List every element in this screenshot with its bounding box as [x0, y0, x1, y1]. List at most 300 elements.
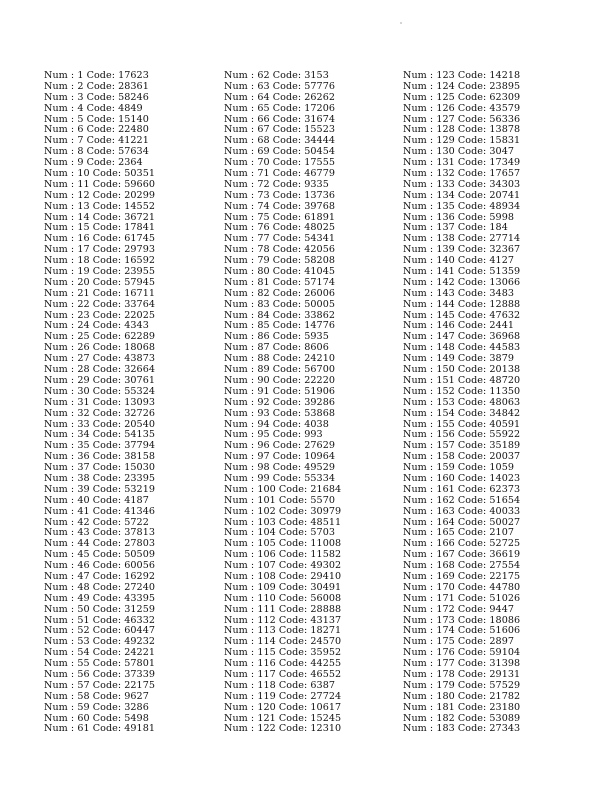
num-label: Num : — [224, 135, 258, 147]
num-label: Num : — [224, 178, 258, 190]
num-value: 85 — [257, 320, 270, 332]
code-label: Code: — [269, 407, 305, 419]
num-value: 102 — [257, 505, 276, 517]
list-item — [403, 724, 583, 735]
code-label: Code: — [454, 178, 490, 190]
code-value: 17555 — [304, 157, 336, 169]
code-label: Code: — [89, 538, 125, 550]
code-value: 40591 — [489, 418, 521, 430]
num-label: Num : — [224, 320, 258, 332]
code-value: 27554 — [489, 560, 521, 572]
code-label: Code: — [269, 429, 305, 441]
num-value: 38 — [77, 472, 90, 484]
code-label: Code: — [454, 679, 490, 691]
code-label: Code: — [269, 124, 305, 136]
code-label: Code: — [89, 494, 125, 506]
num-label: Num : — [44, 712, 78, 724]
num-label: Num : — [403, 70, 437, 81]
code-value: 55324 — [124, 385, 156, 397]
code-label: Code: — [454, 462, 490, 474]
code-label: Code: — [89, 276, 125, 288]
num-value: 92 — [257, 396, 270, 408]
code-value: 50454 — [304, 146, 336, 158]
num-label: Num : — [403, 320, 437, 332]
code-label: Code: — [454, 483, 490, 495]
num-label: Num : — [44, 429, 78, 441]
code-value: 55922 — [489, 429, 521, 441]
code-label: Code: — [269, 211, 305, 223]
num-value: 51 — [77, 614, 90, 626]
num-value: 54 — [77, 647, 90, 659]
code-value: 29131 — [489, 668, 521, 680]
code-value: 53219 — [124, 483, 156, 495]
num-value: 68 — [257, 135, 270, 147]
num-label: Num : — [224, 364, 258, 376]
code-label: Code: — [454, 331, 490, 343]
num-value: 12 — [77, 189, 90, 201]
num-label: Num : — [224, 374, 258, 386]
num-value: 58 — [77, 690, 90, 702]
num-value: 55 — [77, 658, 90, 670]
num-value: 130 — [436, 146, 455, 158]
num-label: Num : — [44, 385, 78, 397]
code-label: Code: — [454, 364, 490, 376]
num-label: Num : — [44, 222, 78, 234]
num-value: 90 — [257, 374, 270, 386]
num-value: 132 — [436, 168, 455, 180]
num-value: 125 — [436, 91, 455, 103]
code-label: Code: — [454, 690, 490, 702]
num-label: Num : — [44, 668, 78, 680]
num-value: 126 — [436, 102, 455, 114]
code-label: Code: — [89, 723, 125, 735]
num-value: 8 — [77, 146, 84, 158]
code-value: 23180 — [489, 701, 521, 713]
code-value: 20138 — [489, 364, 521, 376]
code-label: Code: — [269, 462, 305, 474]
code-value: 10617 — [310, 701, 342, 713]
num-label: Num : — [44, 266, 78, 278]
num-value: 42 — [77, 516, 90, 528]
code-value: 61891 — [304, 211, 336, 223]
code-value: 56336 — [489, 113, 521, 125]
num-label: Num : — [44, 549, 78, 561]
num-value: 111 — [257, 603, 276, 615]
code-label: Code: — [454, 287, 490, 299]
code-label: Code: — [454, 396, 490, 408]
code-value: 58208 — [304, 255, 336, 267]
code-value: 49232 — [124, 636, 156, 648]
code-value: 18086 — [489, 614, 521, 626]
num-label: Num : — [403, 374, 437, 386]
code-value: 38158 — [124, 451, 156, 463]
num-label: Num : — [44, 255, 78, 267]
code-value: 37339 — [124, 668, 156, 680]
code-value: 18271 — [310, 625, 342, 637]
num-label: Num : — [224, 668, 258, 680]
num-value: 15 — [77, 222, 90, 234]
code-label: Code: — [89, 560, 125, 572]
num-value: 79 — [257, 255, 270, 267]
num-label: Num : — [44, 70, 78, 81]
num-value: 80 — [257, 266, 270, 278]
num-label: Num : — [224, 647, 258, 659]
num-value: 104 — [257, 527, 276, 539]
code-value: 37794 — [124, 440, 156, 452]
num-label: Num : — [403, 472, 437, 484]
num-label: Num : — [44, 157, 78, 169]
code-value: 5935 — [304, 331, 329, 343]
num-label: Num : — [403, 385, 437, 397]
code-label: Code: — [269, 309, 305, 321]
code-label: Code: — [89, 178, 125, 190]
num-label: Num : — [224, 505, 258, 517]
num-value: 69 — [257, 146, 270, 158]
num-value: 81 — [257, 276, 270, 288]
num-value: 178 — [436, 668, 455, 680]
num-value: 5 — [77, 113, 84, 125]
num-label: Num : — [403, 396, 437, 408]
code-label: Code: — [454, 407, 490, 419]
num-value: 86 — [257, 331, 270, 343]
code-value: 34842 — [489, 407, 521, 419]
num-label: Num : — [224, 200, 258, 212]
code-label: Code: — [269, 135, 305, 147]
num-value: 45 — [77, 549, 90, 561]
code-value: 27714 — [489, 233, 521, 245]
num-value: 41 — [77, 505, 90, 517]
num-value: 43 — [77, 527, 90, 539]
num-value: 175 — [436, 636, 455, 648]
num-value: 64 — [257, 91, 270, 103]
num-value: 158 — [436, 451, 455, 463]
num-label: Num : — [403, 570, 437, 582]
code-value: 43137 — [310, 614, 342, 626]
num-value: 57 — [77, 679, 90, 691]
num-label: Num : — [44, 560, 78, 572]
num-value: 172 — [436, 603, 455, 615]
code-value: 3879 — [489, 353, 515, 365]
num-label: Num : — [224, 679, 258, 691]
code-label: Code: — [454, 549, 490, 561]
num-value: 31 — [77, 396, 90, 408]
code-label: Code: — [269, 331, 305, 343]
code-value: 32367 — [489, 244, 521, 256]
num-value: 95 — [257, 429, 270, 441]
num-label: Num : — [403, 91, 437, 103]
code-value: 31674 — [304, 113, 336, 125]
code-value: 57174 — [304, 276, 336, 288]
num-value: 29 — [77, 374, 90, 386]
scan-speck — [400, 22, 402, 24]
code-value: 60447 — [124, 625, 156, 637]
num-label: Num : — [403, 549, 437, 561]
code-label: Code: — [269, 178, 305, 190]
num-value: 171 — [436, 592, 455, 604]
num-value: 94 — [257, 418, 270, 430]
num-label: Num : — [403, 80, 437, 92]
code-label: Code: — [454, 472, 490, 484]
num-value: 165 — [436, 527, 455, 539]
code-label: Code: — [269, 451, 305, 463]
num-value: 96 — [257, 440, 270, 452]
num-label: Num : — [224, 168, 258, 180]
code-value: 57801 — [124, 658, 156, 670]
num-label: Num : — [44, 636, 78, 648]
num-label: Num : — [403, 222, 437, 234]
num-value: 27 — [77, 353, 90, 365]
code-label: Code: — [269, 168, 305, 180]
num-value: 127 — [436, 113, 455, 125]
code-value: 11008 — [310, 538, 342, 550]
code-label: Code: — [275, 636, 311, 648]
code-value: 3047 — [489, 146, 515, 158]
num-value: 47 — [77, 570, 90, 582]
num-label: Num : — [44, 244, 78, 256]
code-label: Code: — [454, 124, 490, 136]
num-label: Num : — [403, 113, 437, 125]
code-label: Code: — [275, 592, 311, 604]
num-label: Num : — [224, 592, 258, 604]
num-label: Num : — [403, 723, 437, 735]
code-label: Code: — [269, 189, 305, 201]
num-label: Num : — [224, 614, 258, 626]
num-label: Num : — [44, 701, 78, 713]
code-value: 24570 — [310, 636, 342, 648]
num-label: Num : — [403, 483, 437, 495]
code-value: 51359 — [489, 266, 521, 278]
num-value: 131 — [436, 157, 455, 169]
code-value: 52725 — [489, 538, 521, 550]
num-value: 153 — [436, 396, 455, 408]
code-value: 2897 — [489, 636, 515, 648]
code-value: 50351 — [124, 168, 156, 180]
code-label: Code: — [89, 298, 125, 310]
num-label: Num : — [224, 560, 258, 572]
num-value: 180 — [436, 690, 455, 702]
num-label: Num : — [403, 342, 437, 354]
num-label: Num : — [44, 472, 78, 484]
code-value: 15831 — [489, 135, 521, 147]
code-value: 34303 — [489, 178, 521, 190]
code-value: 9447 — [489, 603, 515, 615]
code-value: 22025 — [124, 309, 156, 321]
code-value: 43873 — [124, 353, 156, 365]
num-value: 23 — [77, 309, 90, 321]
code-value: 39768 — [304, 200, 336, 212]
code-label: Code: — [454, 353, 490, 365]
code-value: 57945 — [124, 276, 156, 288]
num-value: 73 — [257, 189, 270, 201]
code-label: Code: — [454, 440, 490, 452]
code-label: Code: — [269, 320, 305, 332]
num-value: 134 — [436, 189, 455, 201]
code-label: Code: — [89, 505, 125, 517]
num-value: 1 — [77, 70, 84, 81]
code-label: Code: — [275, 538, 311, 550]
code-value: 44780 — [489, 581, 521, 593]
num-value: 2 — [77, 80, 84, 92]
code-value: 16292 — [124, 570, 156, 582]
code-value: 20299 — [124, 189, 156, 201]
code-value: 11350 — [489, 385, 521, 397]
num-value: 167 — [436, 549, 455, 561]
code-value: 14023 — [489, 472, 521, 484]
code-label: Code: — [89, 581, 125, 593]
num-label: Num : — [44, 658, 78, 670]
code-label: Code: — [454, 418, 490, 430]
code-value: 62309 — [489, 91, 521, 103]
num-label: Num : — [403, 658, 437, 670]
code-value: 17841 — [124, 222, 156, 234]
num-value: 144 — [436, 298, 455, 310]
num-label: Num : — [403, 211, 437, 223]
num-label: Num : — [44, 516, 78, 528]
num-value: 145 — [436, 309, 455, 321]
code-value: 49181 — [124, 723, 156, 735]
num-label: Num : — [224, 418, 258, 430]
num-label: Num : — [44, 538, 78, 550]
num-label: Num : — [44, 374, 78, 386]
code-label: Code: — [269, 472, 305, 484]
code-label: Code: — [454, 91, 490, 103]
num-value: 166 — [436, 538, 455, 550]
code-value: 18068 — [124, 342, 156, 354]
num-value: 159 — [436, 462, 455, 474]
entry-column-2 — [224, 71, 404, 735]
code-value: 13736 — [304, 189, 336, 201]
num-label: Num : — [44, 309, 78, 321]
code-value: 23395 — [124, 472, 156, 484]
num-label: Num : — [224, 80, 258, 92]
code-value: 35189 — [489, 440, 521, 452]
code-value: 48934 — [489, 200, 521, 212]
num-label: Num : — [224, 549, 258, 561]
code-value: 2107 — [489, 527, 515, 539]
code-label: Code: — [269, 222, 305, 234]
num-value: 149 — [436, 353, 455, 365]
code-label: Code: — [89, 451, 125, 463]
code-value: 39286 — [304, 396, 336, 408]
code-value: 51026 — [489, 592, 521, 604]
num-value: 156 — [436, 429, 455, 441]
list-item — [44, 724, 224, 735]
code-label: Code: — [454, 592, 490, 604]
code-label: Code: — [275, 527, 311, 539]
code-label: Code: — [89, 342, 125, 354]
num-value: 50 — [77, 603, 90, 615]
code-value: 3483 — [489, 287, 515, 299]
code-value: 20741 — [489, 189, 521, 201]
num-label: Num : — [44, 581, 78, 593]
code-label: Code: — [89, 233, 125, 245]
num-label: Num : — [224, 690, 258, 702]
num-label: Num : — [403, 255, 437, 267]
num-value: 168 — [436, 560, 455, 572]
num-value: 89 — [257, 364, 270, 376]
code-value: 59104 — [489, 647, 521, 659]
code-label: Code: — [454, 636, 490, 648]
num-label: Num : — [403, 625, 437, 637]
num-label: Num : — [403, 135, 437, 147]
code-value: 57776 — [304, 80, 336, 92]
num-value: 173 — [436, 614, 455, 626]
code-label: Code: — [275, 560, 311, 572]
num-value: 35 — [77, 440, 90, 452]
num-label: Num : — [403, 309, 437, 321]
num-value: 143 — [436, 287, 455, 299]
num-value: 16 — [77, 233, 90, 245]
code-label: Code: — [275, 679, 311, 691]
code-label: Code: — [269, 70, 305, 81]
code-value: 10964 — [304, 451, 336, 463]
code-label: Code: — [83, 157, 119, 169]
code-label: Code: — [454, 146, 490, 158]
num-label: Num : — [224, 189, 258, 201]
code-label: Code: — [454, 276, 490, 288]
code-label: Code: — [89, 658, 125, 670]
num-value: 137 — [436, 222, 455, 234]
code-value: 47632 — [489, 309, 521, 321]
num-label: Num : — [44, 614, 78, 626]
code-label: Code: — [89, 211, 125, 223]
num-value: 60 — [77, 712, 90, 724]
code-value: 23955 — [124, 266, 156, 278]
num-label: Num : — [224, 658, 258, 670]
num-label: Num : — [403, 614, 437, 626]
code-label: Code: — [454, 222, 490, 234]
code-value: 16711 — [124, 287, 156, 299]
num-label: Num : — [403, 418, 437, 430]
num-label: Num : — [44, 320, 78, 332]
num-value: 67 — [257, 124, 270, 136]
code-value: 17349 — [489, 157, 521, 169]
num-value: 77 — [257, 233, 270, 245]
code-label: Code: — [269, 440, 305, 452]
code-value: 62373 — [489, 483, 521, 495]
num-value: 76 — [257, 222, 270, 234]
num-value: 124 — [436, 80, 455, 92]
num-label: Num : — [403, 157, 437, 169]
num-value: 63 — [257, 80, 270, 92]
code-label: Code: — [269, 255, 305, 267]
num-label: Num : — [224, 538, 258, 550]
code-value: 49302 — [310, 560, 342, 572]
code-label: Code: — [454, 451, 490, 463]
num-value: 70 — [257, 157, 270, 169]
code-label: Code: — [454, 538, 490, 550]
num-value: 9 — [77, 157, 84, 169]
code-label: Code: — [89, 679, 125, 691]
code-label: Code: — [89, 407, 125, 419]
code-value: 27724 — [310, 690, 342, 702]
num-value: 13 — [77, 200, 90, 212]
code-value: 20037 — [489, 451, 521, 463]
code-label: Code: — [89, 418, 125, 430]
code-value: 53868 — [304, 407, 336, 419]
num-label: Num : — [44, 353, 78, 365]
num-label: Num : — [44, 287, 78, 299]
code-label: Code: — [89, 701, 125, 713]
num-label: Num : — [403, 679, 437, 691]
code-label: Code: — [89, 331, 125, 343]
num-value: 65 — [257, 102, 270, 114]
code-label: Code: — [454, 581, 490, 593]
num-value: 34 — [77, 429, 90, 441]
code-label: Code: — [454, 374, 490, 386]
code-label: Code: — [89, 189, 125, 201]
code-label: Code: — [454, 385, 490, 397]
